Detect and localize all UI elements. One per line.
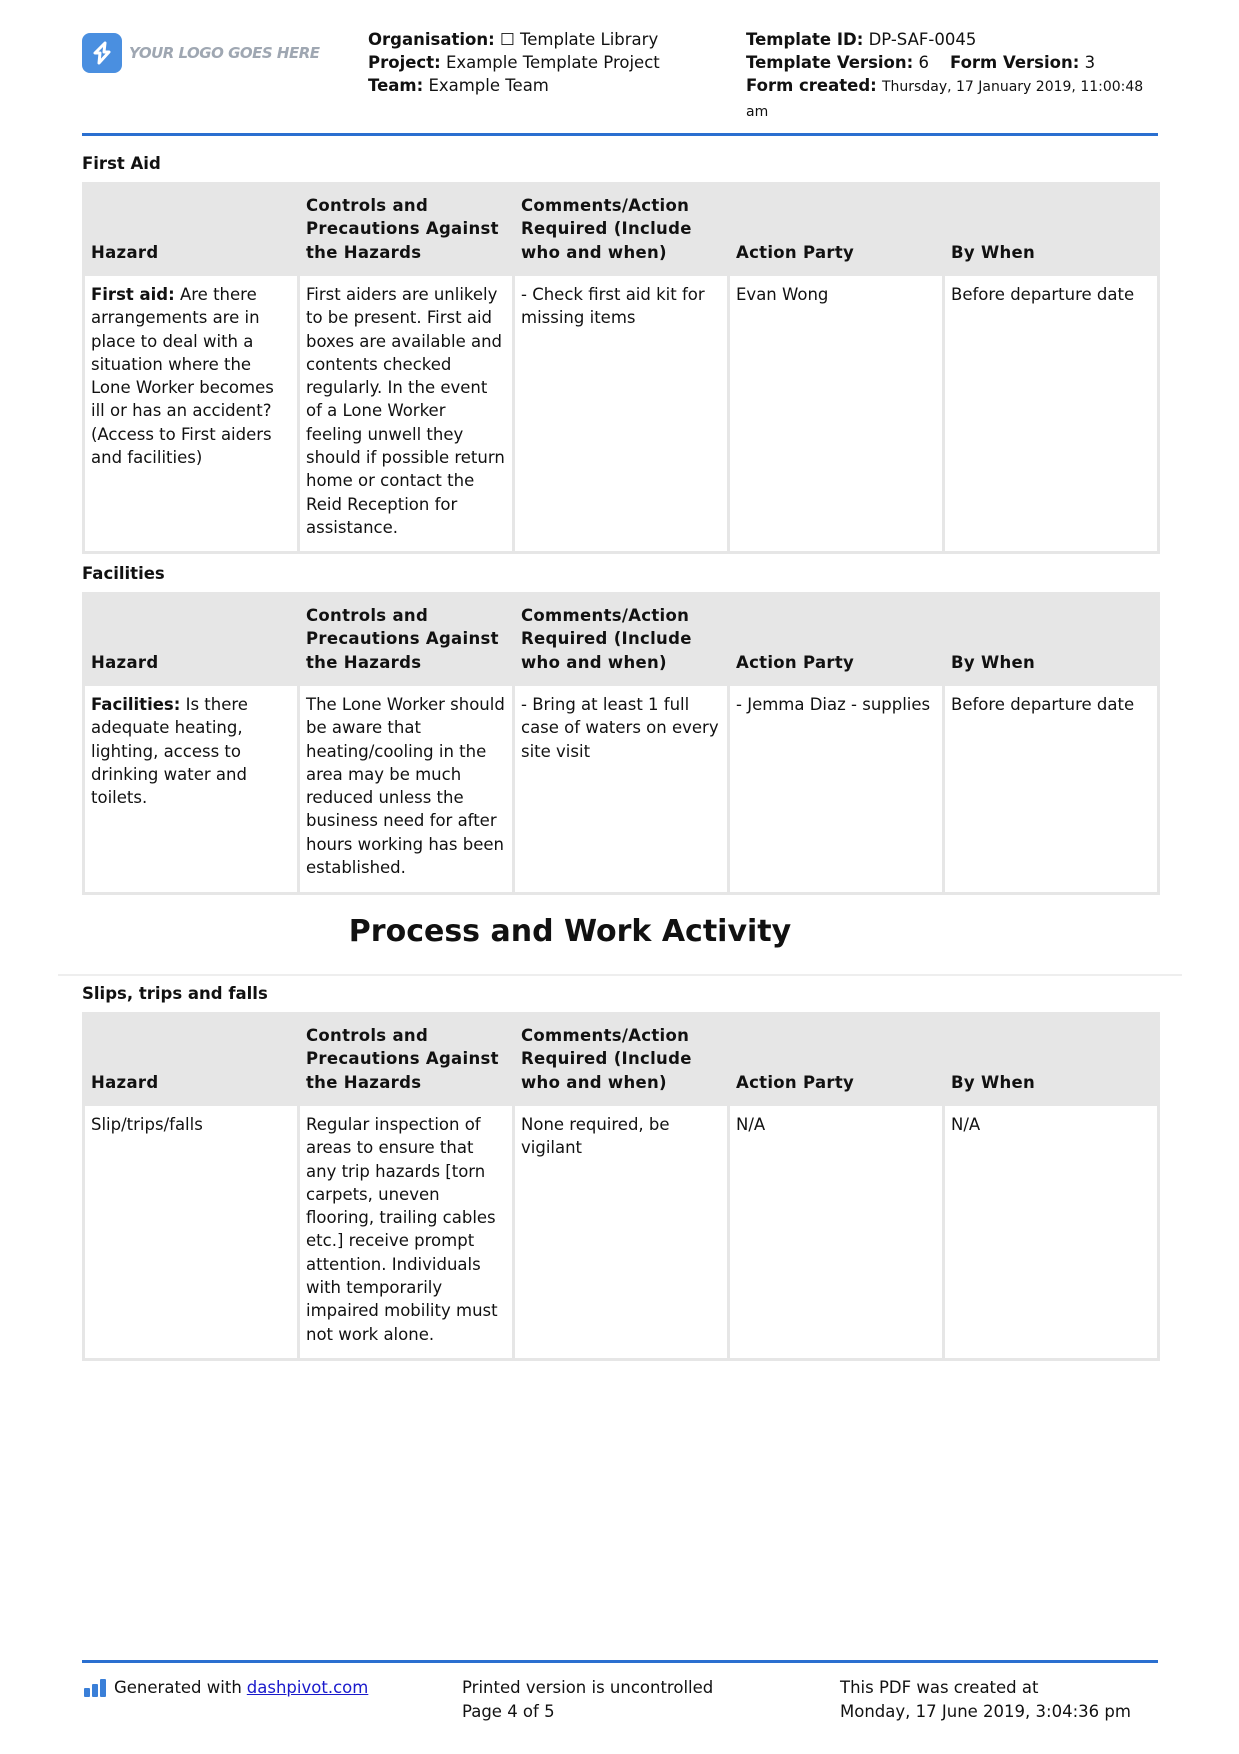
organisation-value: ☐ Template Library <box>499 30 659 49</box>
dashpivot-bars-icon <box>84 1679 106 1697</box>
column-header-controls: Controls and Precautions Against the Hazards <box>300 595 512 683</box>
project-label: Project: <box>368 53 441 72</box>
comments-cell: - Bring at least 1 full case of waters on every site visit <box>515 686 727 892</box>
by-when-cell: Before departure date <box>945 276 1157 551</box>
header-meta-right <box>746 28 1166 124</box>
template-version-value: 6 <box>918 53 929 72</box>
section-title-first-aid: First Aid <box>82 154 161 173</box>
created-at-value: Monday, 17 June 2019, 3:04:36 pm <box>840 1701 1131 1721</box>
section-title-facilities: Facilities <box>82 564 165 583</box>
action-party-cell: Evan Wong <box>730 276 942 551</box>
form-created-value: Thursday, 17 January 2019, 11:00:48 am <box>746 79 1144 120</box>
header-meta-middle <box>368 28 728 97</box>
form-version-label: Form Version: <box>949 53 1080 72</box>
hazard-cell <box>85 276 297 551</box>
hazard-bold-label: First aid: <box>91 285 175 304</box>
footer-page-info <box>462 1676 713 1723</box>
column-header-by-when: By When <box>945 1015 1157 1103</box>
footer-divider <box>82 1660 1158 1663</box>
template-id-label: Template ID: <box>746 30 864 49</box>
document-header <box>82 28 1162 138</box>
created-at-label: This PDF was created at <box>840 1678 1039 1697</box>
form-created-label: Form created: <box>746 76 877 95</box>
team-value: Example Team <box>428 76 549 95</box>
hazard-table-first-aid <box>82 182 1160 554</box>
column-header-controls: Controls and Precautions Against the Hazards <box>300 185 512 273</box>
column-header-action-party: Action Party <box>730 595 942 683</box>
column-header-controls: Controls and Precautions Against the Hazards <box>300 1015 512 1103</box>
hazard-cell <box>85 1106 297 1358</box>
column-header-hazard: Hazard <box>85 185 297 273</box>
by-when-cell: N/A <box>945 1106 1157 1358</box>
dashpivot-link[interactable]: dashpivot.com <box>246 1678 369 1697</box>
controls-cell: Regular inspection of areas to ensure that any trip hazards [torn carpets, uneven flooring, trailing cables etc.] receive prompt attention. Individuals with temporarily impaired mobility must not work alone. <box>300 1106 512 1358</box>
column-header-hazard: Hazard <box>85 1015 297 1103</box>
action-party-cell: - Jemma Diaz - supplies <box>730 686 942 892</box>
organisation-label: Organisation: <box>368 30 495 49</box>
template-version-label: Template Version: <box>746 53 914 72</box>
column-header-by-when: By When <box>945 595 1157 683</box>
controls-cell: The Lone Worker should be aware that heating/cooling in the area may be much reduced unless the business need for after hours working has been established. <box>300 686 512 892</box>
template-id-value: DP-SAF-0045 <box>868 30 977 49</box>
team-label: Team: <box>368 76 424 95</box>
generated-with-text: Generated with <box>114 1678 242 1697</box>
column-header-action-party: Action Party <box>730 185 942 273</box>
footer-created <box>840 1676 1131 1723</box>
hazard-text: Are there arrangements are in place to deal with a situation where the Lone Worker becomes ill or has an accident? (Access to First aiders and facilities) <box>91 285 274 468</box>
hazard-text: Slip/trips/falls <box>91 1115 203 1134</box>
column-header-action-party: Action Party <box>730 1015 942 1103</box>
hazard-table-slips-trips-falls <box>82 1012 1160 1361</box>
column-header-comments: Comments/Action Required (Include who and when) <box>515 185 727 273</box>
heading-divider <box>58 974 1182 976</box>
by-when-cell: Before departure date <box>945 686 1157 892</box>
section-title-slips-trips-falls: Slips, trips and falls <box>82 984 268 1003</box>
column-header-by-when: By When <box>945 185 1157 273</box>
action-party-cell: N/A <box>730 1106 942 1358</box>
page-number: Page 4 of 5 <box>462 1701 555 1721</box>
hazard-cell <box>85 686 297 892</box>
logo-text: YOUR LOGO GOES HERE <box>129 44 320 62</box>
uncontrolled-notice: Printed version is uncontrolled <box>462 1678 714 1697</box>
page-heading: Process and Work Activity <box>348 914 792 949</box>
controls-cell: First aiders are unlikely to be present. First aid boxes are available and contents checked regularly. In the event of a Lone Worker feeling unwell they should if possible return home or contact the Reid Reception for assistance. <box>300 276 512 551</box>
column-header-comments: Comments/Action Required (Include who and when) <box>515 595 727 683</box>
company-logo <box>82 33 320 73</box>
logo-icon <box>82 33 122 73</box>
column-header-hazard: Hazard <box>85 595 297 683</box>
table-row <box>85 686 1157 892</box>
column-header-comments: Comments/Action Required (Include who and when) <box>515 1015 727 1103</box>
comments-cell: None required, be vigilant <box>515 1106 727 1358</box>
hazard-table-facilities <box>82 592 1160 895</box>
table-row <box>85 276 1157 551</box>
table-row <box>85 1106 1157 1358</box>
hazard-bold-label: Facilities: <box>91 695 181 714</box>
hazard-text: Is there adequate heating, lighting, access to drinking water and toilets. <box>91 695 248 808</box>
header-divider <box>82 133 1158 136</box>
project-value: Example Template Project <box>445 53 660 72</box>
footer-generated <box>84 1676 368 1700</box>
form-version-value: 3 <box>1084 53 1096 72</box>
comments-cell: - Check first aid kit for missing items <box>515 276 727 551</box>
